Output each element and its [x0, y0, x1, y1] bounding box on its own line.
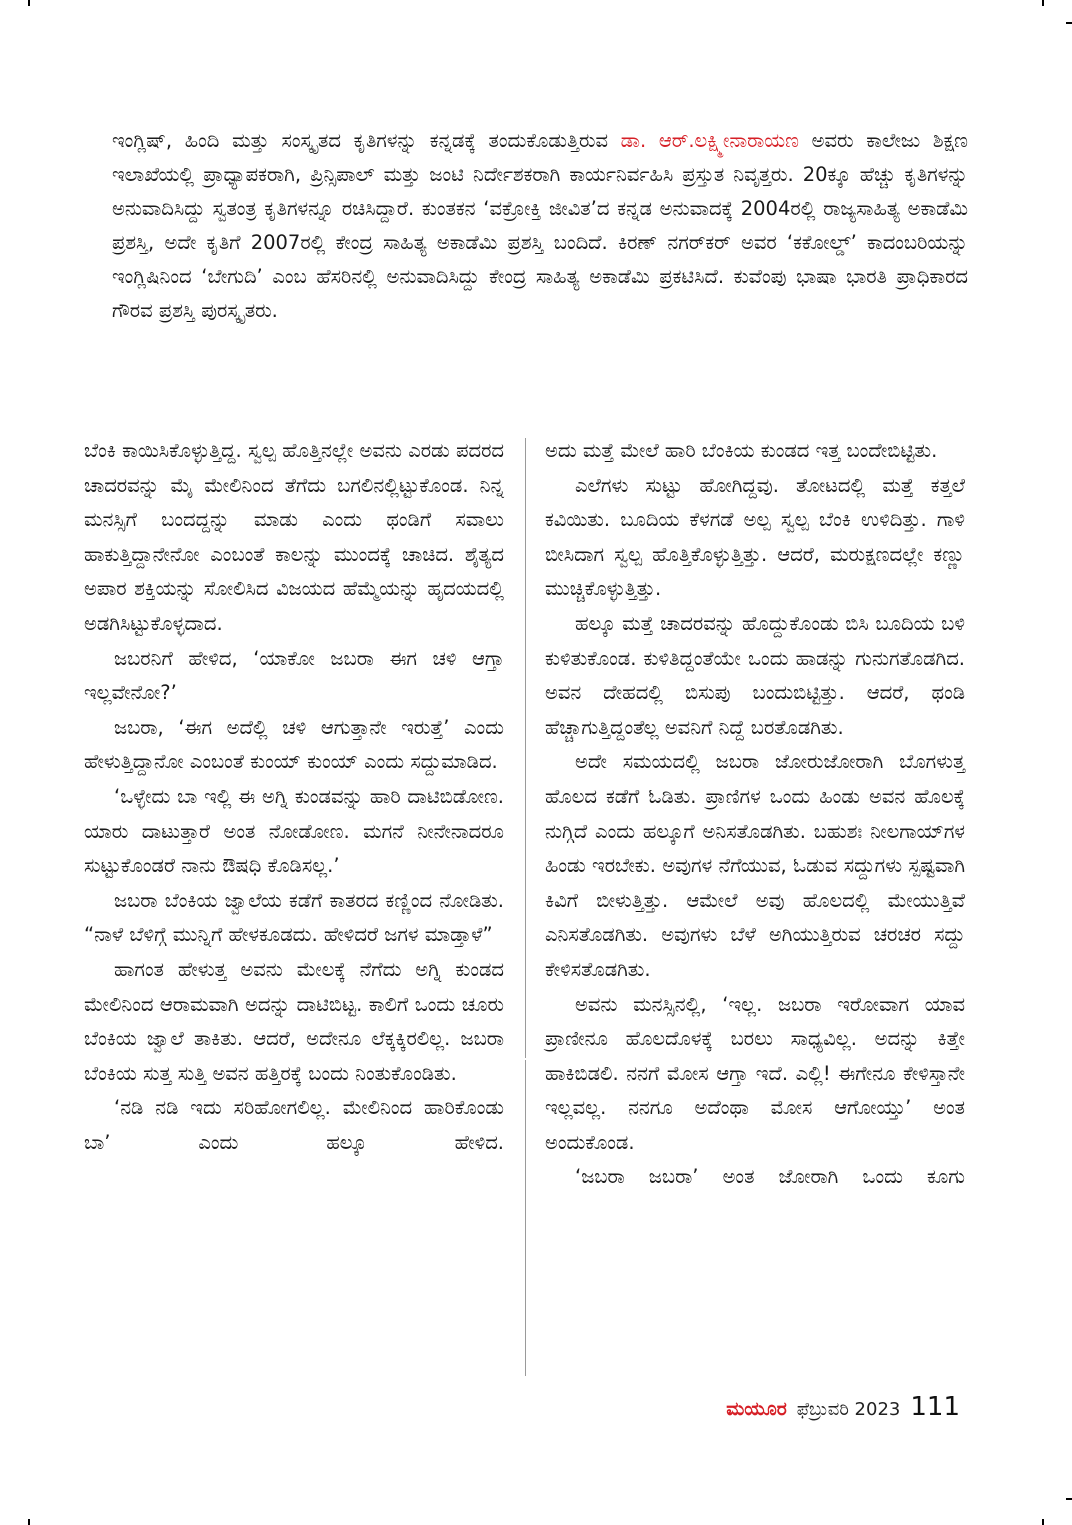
page-footer — [726, 1392, 960, 1432]
crop-mark-top-left — [28, 0, 30, 6]
crop-mark-top-right — [1042, 0, 1044, 6]
left-column — [84, 434, 504, 1160]
column-divider — [525, 438, 526, 1058]
paragraph: ಜಬರಾ, ‘ಈಗ ಅದೆಲ್ಲಿ ಚಳಿ ಆಗುತ್ತಾನೇ ಇರುತ್ತೆ’ ಎಂದು ಹೇಳುತ್ತಿದ್ದಾನೋ ಎಂಬಂತೆ ಕುಂಯ್ ಕುಂಯ್ ಎಂದು ಸದ್ದುಮಾಡಿದ. — [84, 715, 504, 774]
paragraph: ಎಲೆಗಳು ಸುಟ್ಟು ಹೋಗಿದ್ದವು. ತೋಟದಲ್ಲಿ ಮತ್ತೆ ಕತ್ತಲೆ ಕವಿಯಿತು. ಬೂದಿಯ ಕೆಳಗಡೆ ಅಲ್ಪ ಸ್ವಲ್ಪ ಬೆಂಕಿ ಉಳಿದಿತ್ತು. ಗಾಳಿ ಬೀಸಿದಾಗ ಸ್ವಲ್ಪ ಹೊತ್ತಿಕೊಳ್ಳುತ್ತಿತ್ತು. ಆದರೆ, ಮರುಕ್ಷಣದಲ್ಲೇ ಕಣ್ಣು ಮುಚ್ಚಿಕೊಳ್ಳುತ್ತಿತ್ತು. — [545, 473, 965, 601]
crop-mark-bottom-left — [28, 1519, 30, 1525]
paragraph: ಅದು ಮತ್ತೆ ಮೇಲೆ ಹಾರಿ ಬೆಂಕಿಯ ಕುಂಡದ ಇತ್ತ ಬಂದೇಬಿಟ್ಟಿತು. — [545, 439, 938, 462]
crop-mark-right-bottom — [1066, 1498, 1072, 1500]
author-bio — [112, 124, 968, 328]
page-number: 111 — [910, 1392, 960, 1422]
paragraph: ಅವನು ಮನಸ್ಸಿನಲ್ಲಿ, ‘ಇಲ್ಲ. ಜಬರಾ ಇರೋವಾಗ ಯಾವ ಪ್ರಾಣೀನೂ ಹೊಲದೊಳಕ್ಕೆ ಬರಲು ಸಾಧ್ಯವಿಲ್ಲ. ಅದನ್ನು ಕಿತ್ತೇ ಹಾಕಿಬಿಡಲಿ. ನನಗೆ ಮೋಸ ಆಗ್ತಾ ಇದೆ. ಎಲ್ಲಿ! ಈಗೇನೂ ಕೇಳಿಸ್ತಾನೇ ಇಲ್ಲವಲ್ಲ. ನನಗೂ ಅದೆಂಥಾ ಮೋಸ ಆಗೋಯ್ತು’ ಅಂತ ಅಂದುಕೊಂಡ. — [545, 992, 965, 1154]
crop-mark-bottom-right — [1042, 1519, 1044, 1525]
paragraph: ‘ಜಬರಾ ಜಬರಾ’ ಅಂತ ಜೋರಾಗಿ ಒಂದು ಕೂಗು — [575, 1165, 965, 1189]
issue-date: ಫೆಬ್ರುವರಿ 2023 — [796, 1399, 901, 1420]
paragraph: ಹಲ್ಕೂ ಮತ್ತೆ ಚಾದರವನ್ನು ಹೊದ್ದುಕೊಂಡು ಬಿಸಿ ಬೂದಿಯ ಬಳಿ ಕುಳಿತುಕೊಂಡ. ಕುಳಿತಿದ್ದಂತೆಯೇ ಒಂದು ಹಾಡನ್ನು ಗುನುಗತೊಡಗಿದ. ಅವನ ದೇಹದಲ್ಲಿ ಬಿಸುಪು ಬಂದುಬಿಟ್ಟಿತ್ತು. ಆದರೆ, ಥಂಡಿ ಹೆಚ್ಚಾಗುತ್ತಿದ್ದಂತೆಲ್ಲ ಅವನಿಗೆ ನಿದ್ದೆ ಬರತೊಡಗಿತು. — [545, 611, 965, 739]
bio-text-rest: ಅವರು ಕಾಲೇಜು ಶಿಕ್ಷಣ ಇಲಾಖೆಯಲ್ಲಿ ಪ್ರಾಧ್ಯಾಪಕರಾಗಿ, ಪ್ರಿನ್ಸಿಪಾಲ್ ಮತ್ತು ಜಂಟಿ ನಿರ್ದೇಶಕರಾಗಿ ಕಾರ್ಯನಿರ್ವಹಿಸಿ ಪ್ರಸ್ತುತ ನಿವೃತ್ತರು. 20ಕ್ಕೂ ಹೆಚ್ಚು ಕೃತಿಗಳನ್ನು ಅನುವಾದಿಸಿದ್ದು ಸ್ವತಂತ್ರ ಕೃತಿಗಳನ್ನೂ ರಚಿಸಿದ್ದಾರೆ. ಕುಂತಕನ ‘ವಕ್ರೋಕ್ತಿ ಜೀವಿತ’ದ ಕನ್ನಡ ಅನುವಾದಕ್ಕೆ 2004ರಲ್ಲಿ ರಾಜ್ಯಸಾಹಿತ್ಯ ಅಕಾಡೆಮಿ ಪ್ರಶಸ್ತಿ, ಅದೇ ಕೃತಿಗೆ 2007ರಲ್ಲಿ ಕೇಂದ್ರ ಸಾಹಿತ್ಯ ಅಕಾಡೆಮಿ ಪ್ರಶಸ್ತಿ ಬಂದಿದೆ. ಕಿರಣ್ ನಗರ್‌ಕರ್ ಅವರ ‘ಕಕೋಲ್ಡ್’ ಕಾದಂಬರಿಯನ್ನು ಇಂಗ್ಲಿಷಿನಿಂದ ‘ಬೇಗುದಿ’ ಎಂಬ ಹೆಸರಿನಲ್ಲಿ ಅನುವಾದಿಸಿದ್ದು ಕೇಂದ್ರ ಸಾಹಿತ್ಯ ಅಕಾಡೆಮಿ ಪ್ರಕಟಿಸಿದೆ. ಕುವೆಂಪು ಭಾಷಾ ಭಾರತಿ ಪ್ರಾಧಿಕಾರದ ಗೌರವ ಪ್ರಶಸ್ತಿ ಪುರಸ್ಕೃತರು. — [112, 129, 968, 322]
paragraph: ‘ನಡಿ ನಡಿ ಇದು ಸರಿಹೋಗಲಿಲ್ಲ. ಮೇಲಿನಿಂದ ಹಾರಿಕೊಂಡು ಬಾ’ ಎಂದು ಹಲ್ಕೂ ಹೇಳಿದ. — [84, 1096, 504, 1154]
paragraph: ಜಬರನಿಗೆ ಹೇಳಿದ, ‘ಯಾಕೋ ಜಬರಾ ಈಗ ಚಳಿ ಆಗ್ತಾ ಇಲ್ಲವೇನೋ?’ — [84, 646, 504, 705]
bio-text-start: ಇಂಗ್ಲಿಷ್, ಹಿಂದಿ ಮತ್ತು ಸಂಸ್ಕೃತದ ಕೃತಿಗಳನ್ನು ಕನ್ನಡಕ್ಕೆ ತಂದುಕೊಡುತ್ತಿರುವ — [112, 129, 621, 152]
column-divider — [525, 1060, 526, 1376]
paragraph: ಬೆಂಕಿ ಕಾಯಿಸಿಕೊಳ್ಳುತ್ತಿದ್ದ. ಸ್ವಲ್ಪ ಹೊತ್ತಿನಲ್ಲೇ ಅವನು ಎರಡು ಪದರದ ಚಾದರವನ್ನು ಮೈ ಮೇಲಿನಿಂದ ತೆಗೆದು ಬಗಲಿನಲ್ಲಿಟ್ಟುಕೊಂಡ. ನಿನ್ನ ಮನಸ್ಸಿಗೆ ಬಂದದ್ದನ್ನು ಮಾಡು ಎಂದು ಥಂಡಿಗೆ ಸವಾಲು ಹಾಕುತ್ತಿದ್ದಾನೇನೋ ಎಂಬಂತೆ ಕಾಲನ್ನು ಮುಂದಕ್ಕೆ ಚಾಚಿದ. ಶೈತ್ಯದ ಅಪಾರ ಶಕ್ತಿಯನ್ನು ಸೋಲಿಸಿದ ವಿಜಯದ ಹೆಮ್ಮೆಯನ್ನು ಹೃದಯದಲ್ಲಿ ಅಡಗಿಸಿಟ್ಟುಕೊಳ್ಳದಾದ. — [84, 439, 504, 635]
paragraph: ಜಬರಾ ಬೆಂಕಿಯ ಜ್ವಾಲೆಯ ಕಡೆಗೆ ಕಾತರದ ಕಣ್ಣಿಂದ ನೋಡಿತು. “ನಾಳೆ ಬೆಳಿಗ್ಗೆ ಮುನ್ನಿಗೆ ಹೇಳಕೂಡದು. ಹೇಳಿದರೆ ಜಗಳ ಮಾಡ್ತಾಳೆ” — [84, 888, 504, 947]
paragraph: ಹಾಗಂತ ಹೇಳುತ್ತ ಅವನು ಮೇಲಕ್ಕೆ ನೆಗೆದು ಅಗ್ನಿ ಕುಂಡದ ಮೇಲಿನಿಂದ ಆರಾಮವಾಗಿ ಅದನ್ನು ದಾಟಿಬಿಟ್ಟ. ಕಾಲಿಗೆ ಒಂದು ಚೂರು ಬೆಂಕಿಯ ಜ್ವಾಲೆ ತಾಕಿತು. ಆದರೆ, ಅದೇನೂ ಲೆಕ್ಕಕ್ಕಿರಲಿಲ್ಲ. ಜಬರಾ ಬೆಂಕಿಯ ಸುತ್ತ ಸುತ್ತಿ ಅವನ ಹತ್ತಿರಕ್ಕೆ ಬಂದು ನಿಂತುಕೊಂಡಿತು. — [84, 957, 504, 1085]
right-column — [545, 434, 965, 1195]
paragraph: ‘ಒಳ್ಳೇದು ಬಾ ಇಲ್ಲಿ ಈ ಅಗ್ನಿ ಕುಂಡವನ್ನು ಹಾರಿ ದಾಟಿಬಿಡೋಣ. ಯಾರು ದಾಟುತ್ತಾರೆ ಅಂತ ನೋಡೋಣ. ಮಗನೆ ನೀನೇನಾದರೂ ಸುಟ್ಟುಕೊಂಡರೆ ನಾನು ಔಷಧಿ ಕೊಡಿಸಲ್ಲ.’ — [84, 784, 504, 878]
magazine-logo: ಮಯೂರ — [726, 1398, 787, 1420]
author-name: ಡಾ. ಆರ್.ಲಕ್ಷ್ಮೀನಾರಾಯಣ — [620, 129, 799, 152]
paragraph: ಅದೇ ಸಮಯದಲ್ಲಿ ಜಬರಾ ಜೋರುಜೋರಾಗಿ ಬೊಗಳುತ್ತ ಹೊಲದ ಕಡೆಗೆ ಓಡಿತು. ಪ್ರಾಣಿಗಳ ಒಂದು ಹಿಂಡು ಅವನ ಹೊಲಕ್ಕೆ ನುಗ್ಗಿದೆ ಎಂದು ಹಲ್ಕೂಗೆ ಅನಿಸತೊಡಗಿತು. ಬಹುಶಃ ನೀಲಗಾಯ್‌ಗಳ ಹಿಂಡು ಇರಬೇಕು. ಅವುಗಳ ನೆಗೆಯುವ, ಓಡುವ ಸದ್ದುಗಳು ಸ್ಪಷ್ಟವಾಗಿ ಕಿವಿಗೆ ಬೀಳುತ್ತಿತ್ತು. ಆಮೇಲೆ ಅವು ಹೊಲದಲ್ಲಿ ಮೇಯುತ್ತಿವೆ ಎನಿಸತೊಡಗಿತು. ಅವುಗಳು ಬೆಳೆ ಅಗಿಯುತ್ತಿರುವ ಚರಚರ ಸದ್ದು ಕೇಳಿಸತೊಡಗಿತು. — [545, 750, 965, 981]
crop-mark-right-top — [1066, 22, 1072, 24]
